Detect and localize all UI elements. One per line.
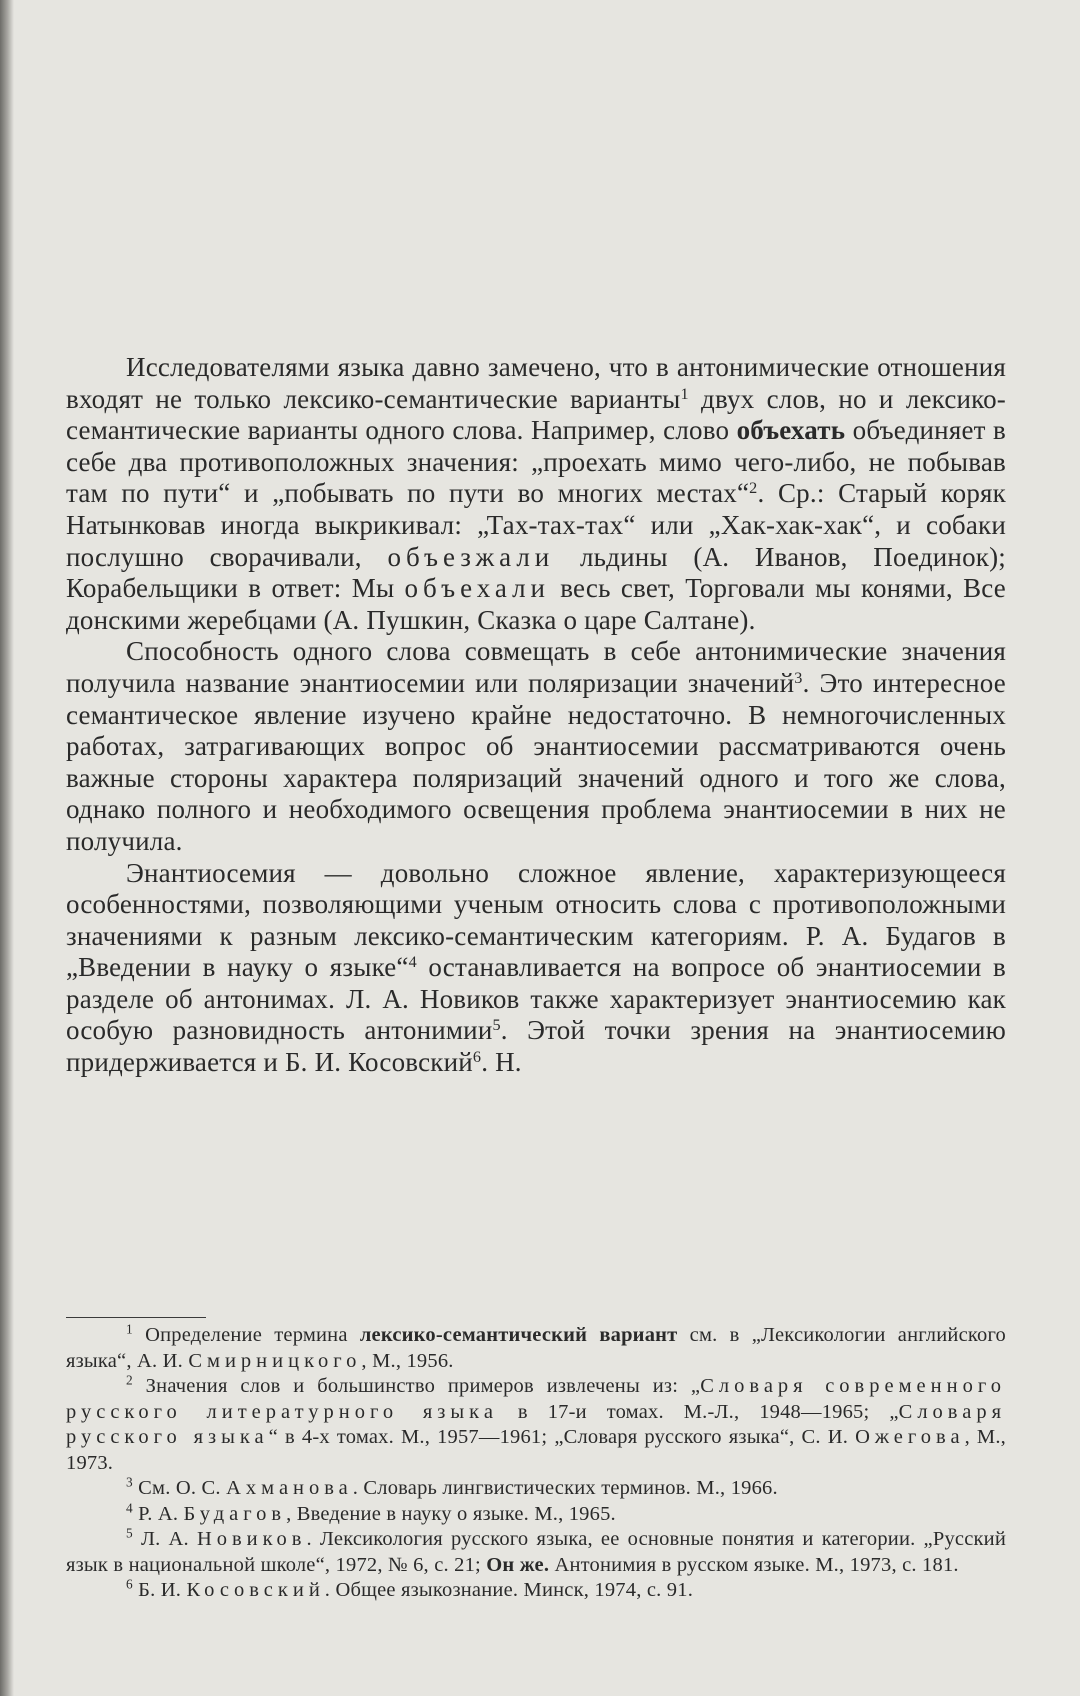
text-run: объединяет в себе два противоположных значения: „проехать мимо чего-либо, не побывав там по пути“ и „побывать по пути во многих местах“ [66,415,1007,509]
footnote [66,1578,1006,1604]
text-run: , М., 1956. [361,1349,454,1372]
text-run: Энантиосемия — довольно сложное явление, характеризующееся особенностями, позволяющими ученым относить слова с противоположными значениями к разным лексико-семантическим категориям. Р. А. Будагов в „Введении в науку о языке“ [66,857,1006,983]
text-run: . Ср.: Старый коряк Натынковав иногда выкрикивал: „Тах-тах-тах“ или „Хак-хак-хак“, и собаки послушно сворачивали, [66,478,1006,572]
bold-term: Он же. [486,1553,550,1576]
text-run: , М., 1973. [66,1426,1007,1474]
text-run: . Общее языкознание. Минск, 1974, с. 91. [324,1579,694,1601]
text-run: . Это интересное семантическое явление изучено крайне недостаточно. В немногочисленных работах, затрагивающих вопрос об энантиосемии рассматриваются очень важные стороны характера поляризаций значений одного и того же слова, однако полного и необходимого освещения проблема энантиосемии в них не получила. [66,667,1006,856]
paragraph [66,858,1006,1079]
spaced-emphasis: Косовский [186,1579,325,1601]
spaced-emphasis: Новиков [196,1528,307,1550]
text-run: См. О. С. [132,1477,227,1499]
text-run: весь свет, Торговали мы конями, Все донскими жеребцами (А. Пушкин, Сказка о царе Салтане). [66,573,1006,635]
spaced-emphasis: Смирницкого [188,1349,362,1372]
spaced-emphasis: объезжали [387,541,555,572]
footnote-marker: 3 [794,669,803,688]
spaced-emphasis: Словаря современного русского литературного языка [66,1375,1006,1423]
text-run: Определение термина [132,1324,360,1346]
text-run: . Лексикология русского языка, ее основные понятия и категории. „Русский язык в национальной школе“, 1972, № 6, с. 21; [66,1528,1006,1576]
footnote [66,1527,1006,1578]
paragraph [66,636,1006,857]
spaced-emphasis: Ахманова [226,1477,353,1499]
spaced-emphasis: Ожегова [855,1426,965,1448]
text-run: Л. А. [132,1528,197,1550]
footnote-marker: 4 [408,953,417,972]
text-run: Значения слов и большинство примеров извлечены из: „ [132,1375,701,1397]
footnote-marker: 1 [126,1321,133,1337]
text-run: Антонимия в русском языке. М., 1973, с. 181. [549,1553,959,1576]
footnote [66,1502,1006,1528]
page-spine-shadow [0,0,14,1696]
footnote-marker: 4 [126,1500,133,1516]
footnote [66,1323,1006,1374]
footnote-marker: 2 [126,1372,133,1388]
main-text [66,352,1006,1079]
text-run: останавливается на вопросе об энантиосемии в разделе об антонимах. Л. А. Новиков также характеризует энантиосемию как особую разновидность антонимии [66,952,1006,1046]
text-run: Р. А. [132,1502,184,1525]
text-run: см. в „Лексикологии английского языка“, А. И. [66,1324,1006,1372]
footnote [66,1374,1006,1476]
text-run: “ в 4-х томах. М., 1957—1961; „Словаря русского языка“, С. И. [268,1426,856,1448]
paragraph [66,352,1006,636]
footnote [66,1476,1006,1502]
text-run: Исследователями языка давно замечено, что в антонимические отношения входят не только лексико-семантические варианты [66,352,1006,414]
footnote-marker: 3 [126,1474,133,1490]
footnote-marker: 5 [126,1525,133,1541]
text-run: двух слов, но и лексико-семантические варианты одного слова. Например, слово [66,383,1006,446]
footnote-marker: 5 [492,1016,501,1035]
text-run: . Н. [481,1047,522,1078]
spaced-emphasis: Словаря русского языка [66,1400,1006,1448]
text-run: Способность одного слова совмещать в себе антонимические значения получила название энантиосемии или поляризации значений [66,636,1006,698]
bold-term: лексико-семантический вариант [359,1324,678,1346]
footnote-marker: 6 [472,1048,482,1067]
footnotes [66,1323,1006,1604]
text-run: . Этой точки зрения на энантиосемию придерживается и Б. И. Косовский [66,1015,1006,1078]
bold-term: объехать [736,415,846,446]
spaced-emphasis: Будагов [183,1502,287,1525]
footnote-marker: 2 [749,479,758,498]
text-run: , Введение в науку о языке. М., 1965. [286,1502,616,1525]
text-run: в 17-и томах. М.-Л., 1948—1965; „ [497,1400,899,1423]
spaced-emphasis: объехали [404,573,550,604]
footnote-marker: 6 [126,1576,133,1592]
footnote-marker: 1 [680,384,689,403]
text-run: . Словарь лингвистических терминов. М., 1966. [352,1477,778,1499]
text-run: Б. И. [132,1579,187,1601]
footnote-divider [66,1317,206,1318]
text-run: льдины (А. Иванов, Поединок); Корабельщики в ответ: Мы [66,541,1006,604]
